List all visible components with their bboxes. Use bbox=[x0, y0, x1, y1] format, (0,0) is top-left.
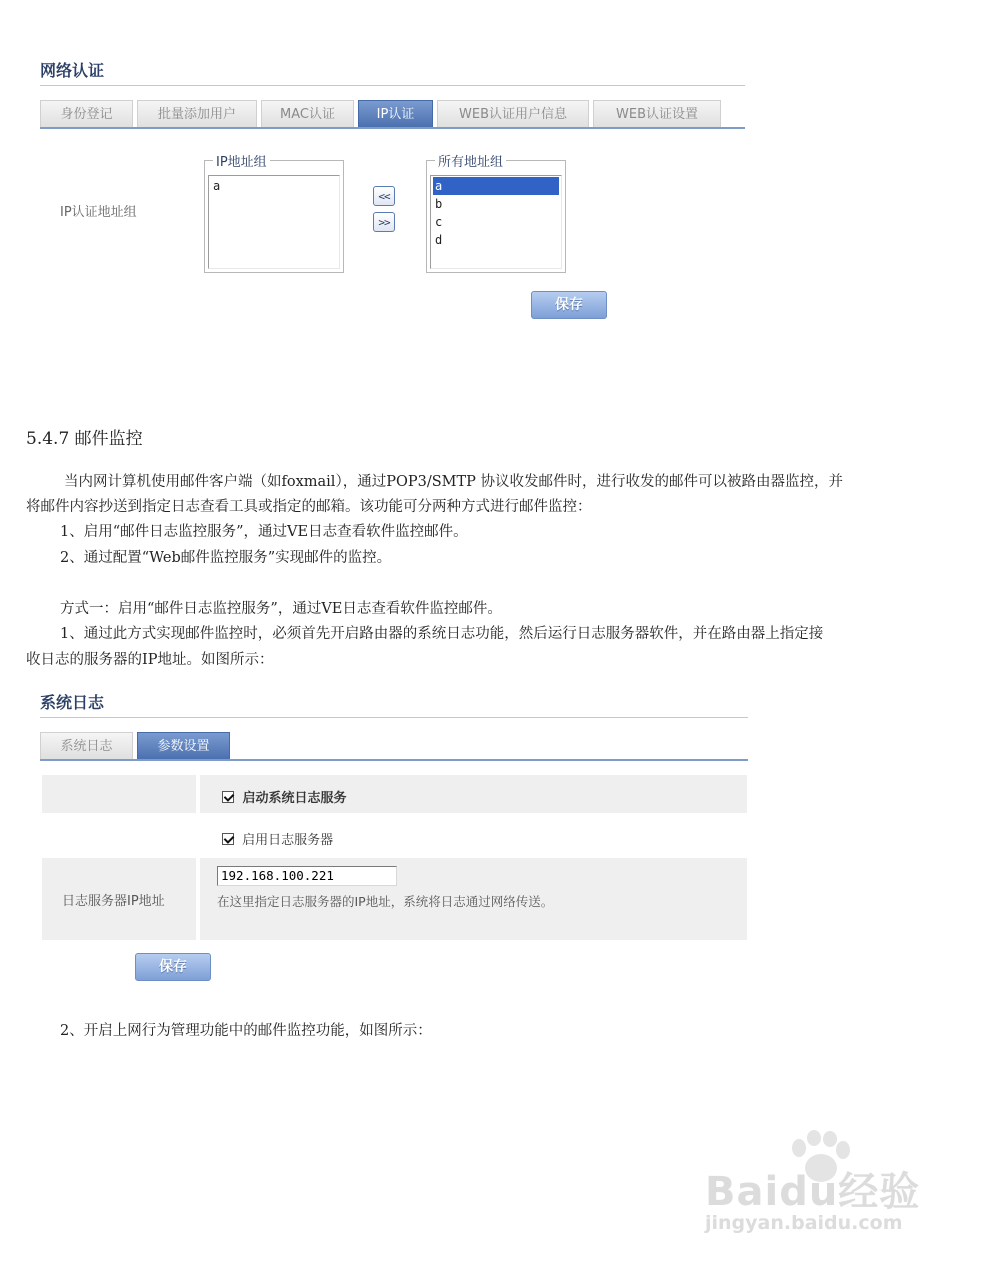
settings-row-label-cell bbox=[42, 858, 196, 940]
list-item: 2、通过配置“Web邮件监控服务”实现邮件的监控。 bbox=[60, 550, 392, 566]
syslog-tabbar bbox=[40, 732, 230, 760]
settings-row bbox=[200, 775, 747, 813]
network-auth-tabbar bbox=[40, 100, 721, 128]
all-groups-option[interactable]: b bbox=[435, 197, 443, 211]
method-heading: 方式一：启用“邮件日志监控服务”，通过VE日志查看软件监控邮件。 bbox=[60, 601, 502, 617]
ip-auth-save-button[interactable]: 保存 bbox=[531, 291, 607, 319]
all-groups-option[interactable]: c bbox=[435, 215, 443, 229]
settings-row bbox=[200, 858, 747, 940]
all-groups-listbox[interactable] bbox=[430, 175, 562, 269]
paragraph-line: 1、通过此方式实现邮件监控时，必须首先开启路由器的系统日志功能，然后运行日志服务器软件，并在路由器上指定接 bbox=[60, 626, 824, 642]
enable-log-server-checkbox[interactable] bbox=[222, 833, 234, 845]
all-groups-option[interactable]: d bbox=[435, 233, 443, 247]
tab-parameter-settings[interactable]: 参数设置 bbox=[137, 732, 230, 760]
tab-web-auth-settings[interactable]: WEB认证设置 bbox=[593, 100, 721, 128]
syslog-title: 系统日志 bbox=[40, 693, 105, 712]
section-heading: 5.4.7 邮件监控 bbox=[26, 429, 143, 449]
tab-divider bbox=[40, 127, 745, 129]
paragraph-line: 当内网计算机使用邮件客户端（如foxmail），通过POP3/SMTP 协议收发邮件时，进行收发的邮件可以被路由器监控，并 bbox=[64, 474, 844, 490]
ip-group-legend: IP地址组 bbox=[213, 151, 270, 170]
baidu-jingyan-watermark bbox=[700, 1130, 940, 1240]
ip-group-listbox[interactable] bbox=[208, 175, 340, 269]
tab-system-log[interactable]: 系统日志 bbox=[40, 732, 133, 760]
tab-batch-add-users[interactable]: 批量添加用户 bbox=[137, 100, 257, 128]
paragraph-line: 将邮件内容抄送到指定日志查看工具或指定的邮箱。该功能可分两种方式进行邮件监控： bbox=[26, 499, 592, 515]
ip-auth-group-label: IP认证地址组 bbox=[60, 205, 137, 220]
tab-identity-register[interactable]: 身份登记 bbox=[40, 100, 133, 128]
enable-syslog-checkbox[interactable] bbox=[222, 791, 234, 803]
paragraph-line: 收日志的服务器的IP地址。如图所示： bbox=[26, 652, 274, 668]
ip-group-option[interactable]: a bbox=[213, 179, 221, 193]
ip-group-box bbox=[204, 155, 344, 273]
all-groups-option[interactable]: a bbox=[433, 177, 559, 195]
title-divider bbox=[40, 85, 745, 86]
tab-divider bbox=[40, 759, 748, 761]
server-ip-input[interactable]: 192.168.100.221 bbox=[217, 866, 397, 886]
tab-mac-auth[interactable]: MAC认证 bbox=[261, 100, 354, 128]
tab-ip-auth[interactable]: IP认证 bbox=[358, 100, 433, 128]
tab-web-auth-user-info[interactable]: WEB认证用户信息 bbox=[437, 100, 589, 128]
settings-row-label-cell bbox=[42, 775, 196, 813]
settings-row bbox=[200, 817, 747, 855]
move-right-button[interactable]: >> bbox=[373, 212, 395, 232]
enable-log-server-label: 启用日志服务器 bbox=[242, 833, 334, 848]
enable-syslog-label: 启动系统日志服务 bbox=[242, 791, 347, 806]
watermark-url: jingyan.baidu.com bbox=[705, 1212, 903, 1234]
move-left-button[interactable]: << bbox=[373, 186, 395, 206]
all-groups-box bbox=[426, 155, 566, 273]
paragraph-line: 2、开启上网行为管理功能中的邮件监控功能，如图所示： bbox=[60, 1023, 432, 1039]
watermark-brand: Baidu经验 bbox=[705, 1169, 921, 1215]
syslog-save-button[interactable]: 保存 bbox=[135, 953, 211, 981]
server-ip-hint: 在这里指定日志服务器的IP地址，系统将日志通过网络传送。 bbox=[217, 894, 554, 909]
server-ip-label: 日志服务器IP地址 bbox=[62, 894, 165, 909]
title-divider bbox=[40, 717, 748, 718]
all-groups-legend: 所有地址组 bbox=[435, 151, 506, 170]
network-auth-title: 网络认证 bbox=[40, 61, 105, 80]
list-item: 1、启用“邮件日志监控服务”，通过VE日志查看软件监控邮件。 bbox=[60, 524, 468, 540]
